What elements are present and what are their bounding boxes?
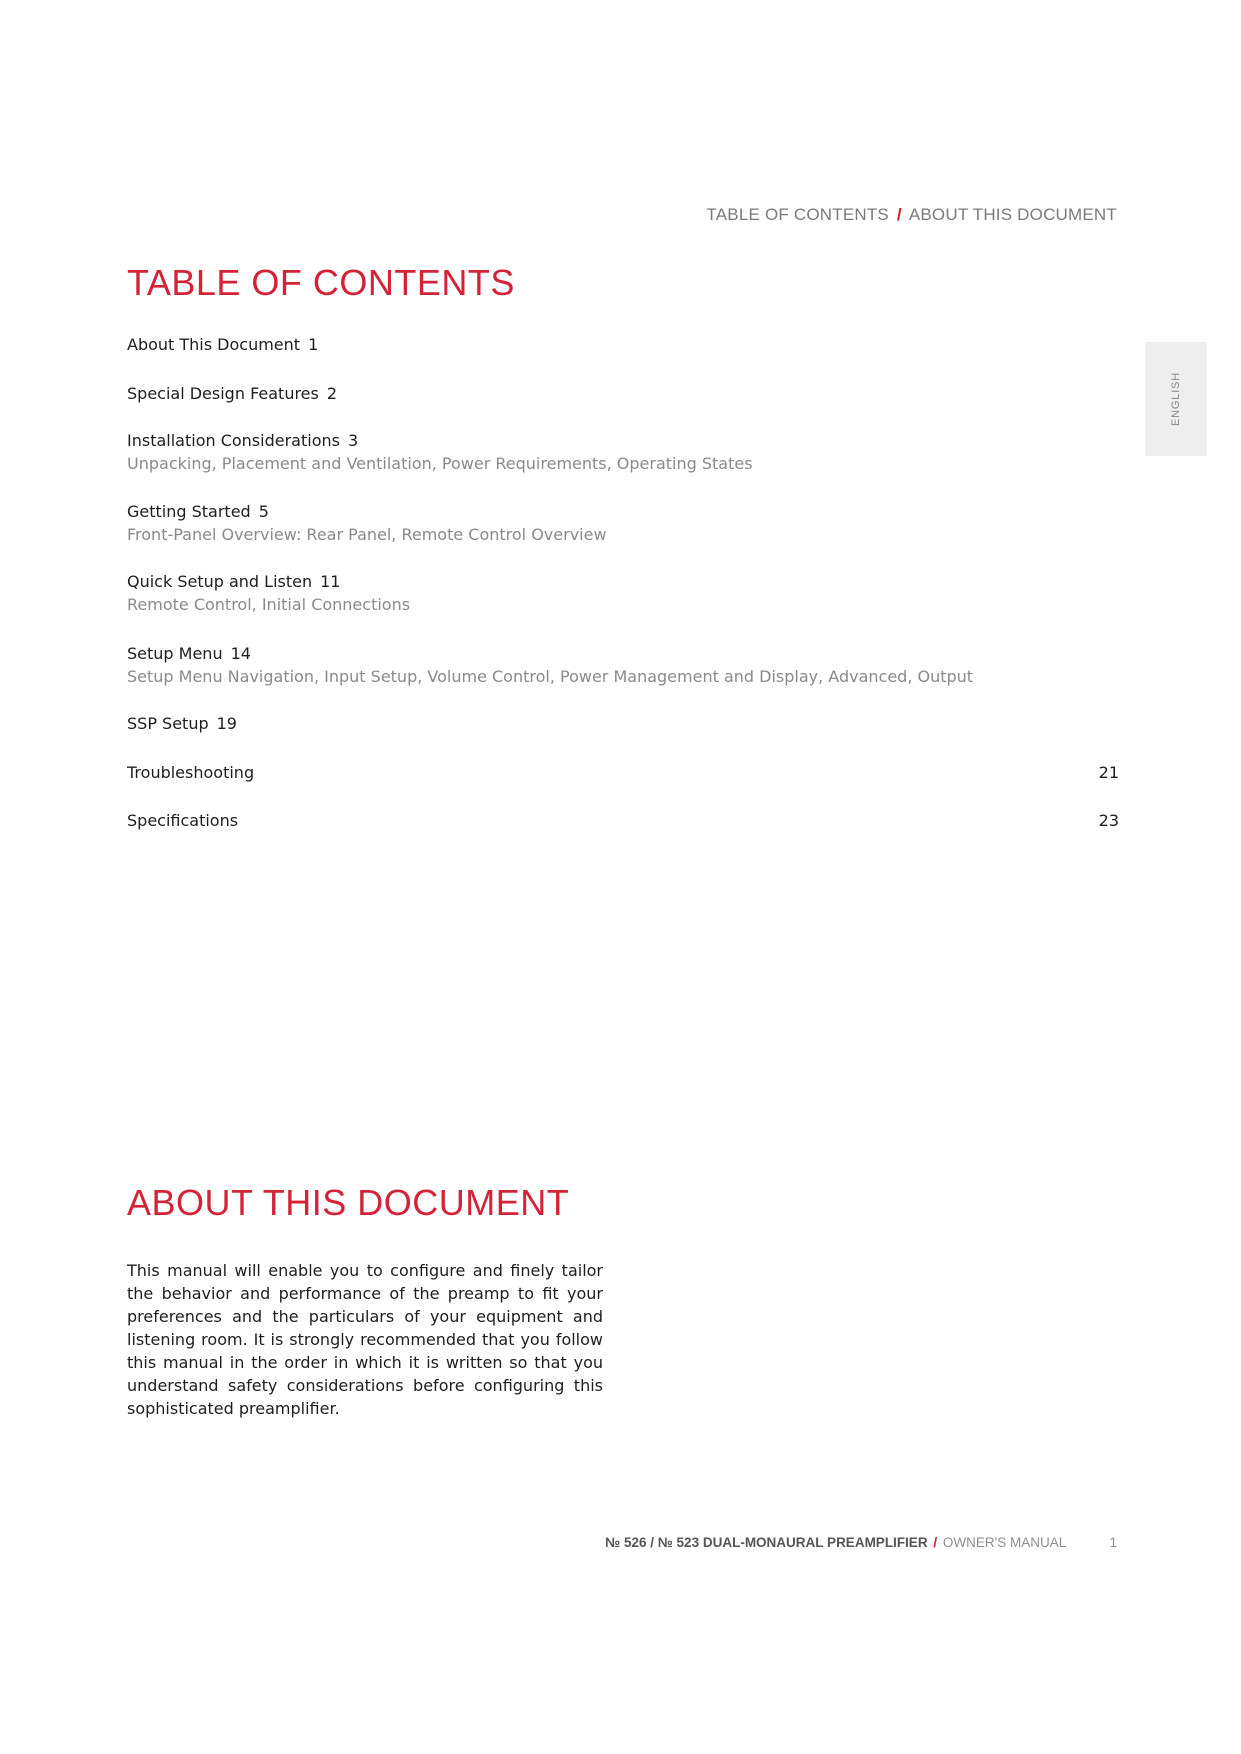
- language-tab: [1145, 342, 1207, 456]
- language-tab-label: ENGLISH: [1170, 372, 1182, 426]
- toc-entry-title: About This Document: [127, 335, 301, 354]
- toc-entry-ssp-setup[interactable]: [127, 713, 1119, 735]
- toc-entry-installation-considerations[interactable]: [127, 430, 1119, 475]
- toc-entry-page: 3: [347, 431, 359, 450]
- toc-entry-about-this-document[interactable]: [127, 334, 1119, 356]
- toc-entry-page: 5: [258, 502, 269, 521]
- toc-entry-title: Specifications: [127, 811, 239, 830]
- toc-entry-setup-menu[interactable]: [127, 643, 1119, 688]
- toc-entry-special-design-features[interactable]: [127, 383, 1119, 405]
- running-header: [706, 205, 1117, 225]
- toc-entry-page: 11: [320, 572, 341, 591]
- toc-entry-subtopics: Setup Menu Navigation, Input Setup, Volume Control, Power Management and Display, Advanced, Output: [127, 667, 974, 686]
- toc-entry-title: Installation Considerations: [127, 431, 340, 450]
- toc-entry-title: Special Design Features: [127, 384, 319, 403]
- footer-product-name: № 526 / № 523 DUAL-MONAURAL PREAMPLIFIER: [605, 1535, 928, 1550]
- toc-entry-subtopics: Remote Control, Initial Connections: [127, 595, 411, 614]
- toc-entry-page: 23: [1098, 811, 1119, 830]
- toc-entry-page: 1: [308, 335, 319, 354]
- running-header-separator: /: [896, 205, 902, 224]
- toc-entry-page: 21: [1098, 763, 1119, 782]
- toc-title: TABLE OF CONTENTS: [127, 262, 515, 303]
- toc-entry-subtopics: Unpacking, Placement and Ventilation, Power Requirements, Operating States: [127, 454, 753, 473]
- footer-page-number: 1: [1109, 1535, 1117, 1550]
- toc-entry-title: Setup Menu: [127, 644, 223, 663]
- running-header-right: ABOUT THIS DOCUMENT: [908, 205, 1117, 224]
- about-title: ABOUT THIS DOCUMENT: [127, 1182, 570, 1223]
- toc-entry-subtopics: Front-Panel Overview: Rear Panel, Remote Control Overview: [127, 525, 607, 544]
- toc-entry-page: 19: [216, 714, 237, 733]
- toc-entry-quick-setup-and-listen[interactable]: [127, 571, 1119, 616]
- footer-separator: /: [933, 1535, 938, 1550]
- toc-entry-specifications[interactable]: [127, 810, 1119, 832]
- about-body-text: This manual will enable you to configure and finely tailor the behavior and performance of the preamp to fit your preferences and the particulars of your equipment and listening room. It is strongly recommended that you follow this manual in the order in which it is written so that you understand safety considerations before configuring this sophisticated preamplifier.: [127, 1261, 603, 1418]
- toc-entry-title: Troubleshooting: [127, 763, 255, 782]
- toc-entry-troubleshooting[interactable]: [127, 762, 1119, 784]
- toc-entry-title: Quick Setup and Listen: [127, 572, 313, 591]
- running-header-left: TABLE OF CONTENTS: [706, 205, 889, 224]
- toc-entry-title: Getting Started: [127, 502, 251, 521]
- footer-manual-label: OWNER'S MANUAL: [942, 1535, 1066, 1550]
- page-footer: [605, 1535, 1117, 1550]
- toc-entry-page: 2: [326, 384, 338, 403]
- toc-entry-page: 14: [230, 644, 251, 663]
- toc-entry-getting-started[interactable]: [127, 501, 1119, 546]
- toc-entry-title: SSP Setup: [127, 714, 209, 733]
